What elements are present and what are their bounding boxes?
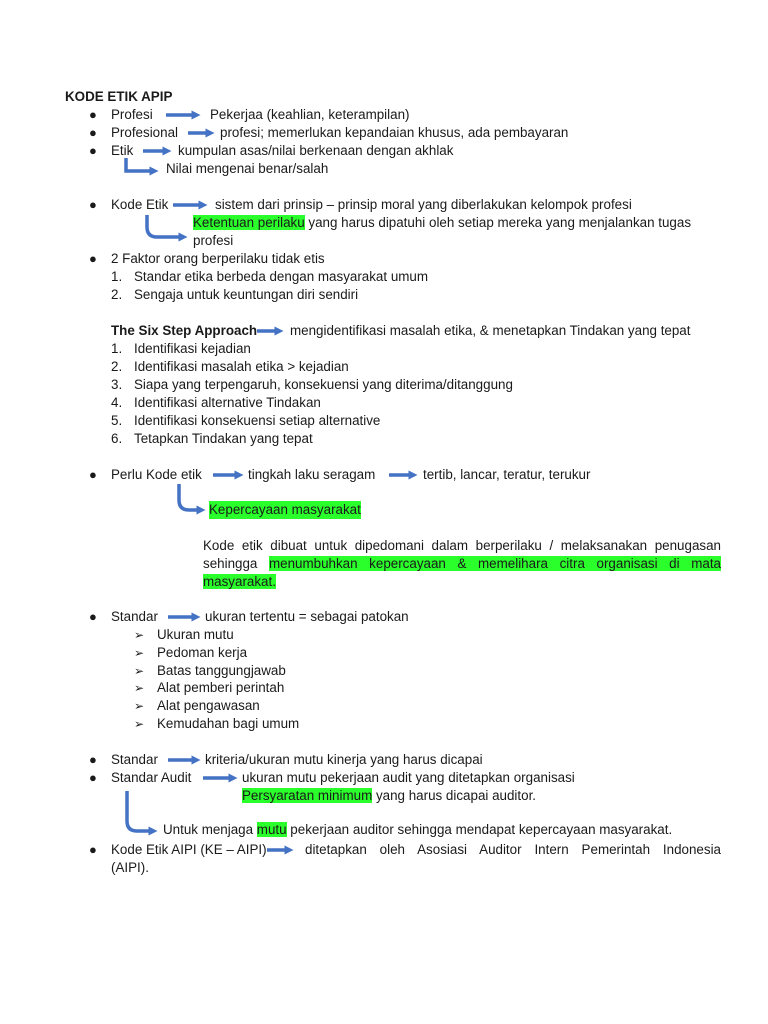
bullet: ● [89, 143, 97, 158]
list-item: Alat pemberi perintah [157, 680, 285, 695]
list-item: Ukuran mutu [157, 627, 234, 642]
bullet: ● [89, 197, 97, 212]
def-standar: kriteria/ukuran mutu kinerja yang harus dicapai [205, 752, 483, 767]
def-standar: ukuran tertentu = sebagai patokan [205, 609, 409, 624]
def-etik: kumpulan asas/nilai berkenaan dengan akhlak [178, 143, 454, 158]
arrow-right-icon [173, 198, 213, 212]
list-number: 1. [111, 341, 123, 356]
highlight-ketentuan: Ketentuan perilaku [193, 215, 305, 230]
list-item: Identifikasi kejadian [134, 341, 251, 356]
sub-standar-audit: Persyaratan minimum yang harus dicapai auditor. [242, 788, 537, 803]
list-number: 2. [111, 287, 123, 302]
bullet: ● [89, 467, 97, 482]
list-item: Standar etika berbeda dengan masyarakat umum [134, 269, 429, 284]
highlight-masyarakat: masyarakat. [203, 574, 276, 589]
highlight-persyaratan: Persyaratan minimum [242, 788, 373, 803]
kode-etik-paragraph: Kode etik dibuat untuk dipedomani dalam berperilaku / melaksanakan penugasan sehingga menumbuhkan kepercayaan & memelihara citra organisasi di mata masyarakat. [203, 538, 721, 589]
arrow-bent-icon [125, 791, 165, 839]
arrow-right-icon [257, 324, 289, 338]
def-kode-etik: sistem dari prinsip – prinsip moral yang diberlakukan kelompok profesi [215, 197, 632, 212]
arrow-right-icon [389, 468, 423, 482]
def-profesional: profesi; memerlukan kepandaian khusus, ada pembayaran [220, 125, 569, 140]
term-kode-etik: Kode Etik [111, 197, 169, 212]
arrow-right-icon [213, 468, 249, 482]
arrow-bullet-icon: ➢ [134, 628, 145, 642]
list-item: Alat pengawasan [157, 698, 260, 713]
arrow-right-icon [168, 610, 206, 624]
arrow-bullet-icon: ➢ [134, 699, 145, 713]
term-standar: Standar [111, 609, 158, 624]
perlu-mid: tingkah laku seragam [248, 467, 376, 482]
list-number: 6. [111, 431, 123, 446]
list-number: 1. [111, 269, 123, 284]
sub-etik: Nilai mengenai benar/salah [166, 161, 329, 176]
term-standar: Standar [111, 752, 158, 767]
page-title: KODE ETIK APIP [65, 89, 173, 104]
list-item: Kemudahan bagi umum [157, 716, 300, 731]
arrow-bent-icon [145, 215, 195, 245]
bullet: ● [89, 609, 97, 624]
arrow-right-icon [188, 126, 220, 140]
list-item: Sengaja untuk keuntungan diri sendiri [134, 287, 359, 302]
def-kode-etik-aipi: ditetapkan oleh Asosiasi Auditor Intern Pemerintah Indonesia [305, 842, 721, 857]
list-number: 5. [111, 413, 123, 428]
list-item: Tetapkan Tindakan yang tepat [134, 431, 313, 446]
arrow-bullet-icon: ➢ [134, 664, 145, 678]
perlu-end: tertib, lancar, teratur, terukur [423, 467, 591, 482]
arrow-bent-icon [124, 158, 164, 180]
list-item: Batas tanggungjawab [157, 663, 286, 678]
bullet: ● [89, 251, 97, 266]
faktor-heading: 2 Faktor orang berperilaku tidak etis [111, 251, 325, 266]
list-number: 3. [111, 377, 123, 392]
highlight-menumbuhkan: menumbuhkan kepercayaan & memelihara citra organisasi di mata [268, 556, 721, 571]
sub-kode-etik-line2: profesi [193, 233, 234, 248]
list-item: Identifikasi konsekuensi setiap alternative [134, 413, 381, 428]
list-item: Identifikasi alternative Tindakan [134, 395, 321, 410]
list-item: Siapa yang terpengaruh, konsekuensi yang diterima/ditanggung [134, 377, 513, 392]
highlight-mutu: mutu [256, 822, 287, 837]
highlight-kepercayaan: Kepercayaan masyarakat [209, 502, 361, 517]
bullet: ● [89, 842, 97, 857]
term-profesi: Profesi [111, 107, 153, 122]
term-profesional: Profesional [111, 125, 178, 140]
term-kode-etik-aipi: Kode Etik AIPI (KE – AIPI) [111, 842, 267, 857]
bullet: ● [89, 770, 97, 785]
arrow-right-icon [143, 144, 177, 158]
list-item: Pedoman kerja [157, 645, 248, 660]
arrow-bent-icon [177, 484, 213, 522]
list-number: 4. [111, 395, 123, 410]
term-standar-audit: Standar Audit [111, 770, 192, 785]
arrow-bullet-icon: ➢ [134, 681, 145, 695]
term-perlu-kode-etik: Perlu Kode etik [111, 467, 202, 482]
bullet: ● [89, 752, 97, 767]
term-etik: Etik [111, 143, 134, 158]
list-item: Identifikasi masalah etika > kejadian [134, 359, 349, 374]
arrow-right-icon [168, 753, 206, 767]
arrow-right-icon [203, 771, 243, 785]
arrow-bullet-icon: ➢ [134, 646, 145, 660]
bullet: ● [89, 125, 97, 140]
six-step-def: mengidentifikasi masalah etika, & menetapkan Tindakan yang tepat [290, 323, 691, 338]
arrow-right-icon [267, 843, 299, 857]
def-kode-etik-aipi-line2: (AIPI). [111, 860, 149, 875]
list-number: 2. [111, 359, 123, 374]
six-step-heading: The Six Step Approach [111, 323, 258, 338]
arrow-bullet-icon: ➢ [134, 717, 145, 731]
def-profesi: Pekerjaa (keahlian, keterampilan) [210, 107, 410, 122]
bullet: ● [89, 107, 97, 122]
arrow-right-icon [166, 108, 206, 122]
sub-kode-etik: Ketentuan perilaku yang harus dipatuhi oleh setiap mereka yang menjalankan tugas [193, 215, 692, 230]
standar-audit-note: Untuk menjaga mutu pekerjaan auditor sehingga mendapat kepercayaan masyarakat. [163, 822, 673, 837]
def-standar-audit: ukuran mutu pekerjaan audit yang ditetapkan organisasi [242, 770, 575, 785]
